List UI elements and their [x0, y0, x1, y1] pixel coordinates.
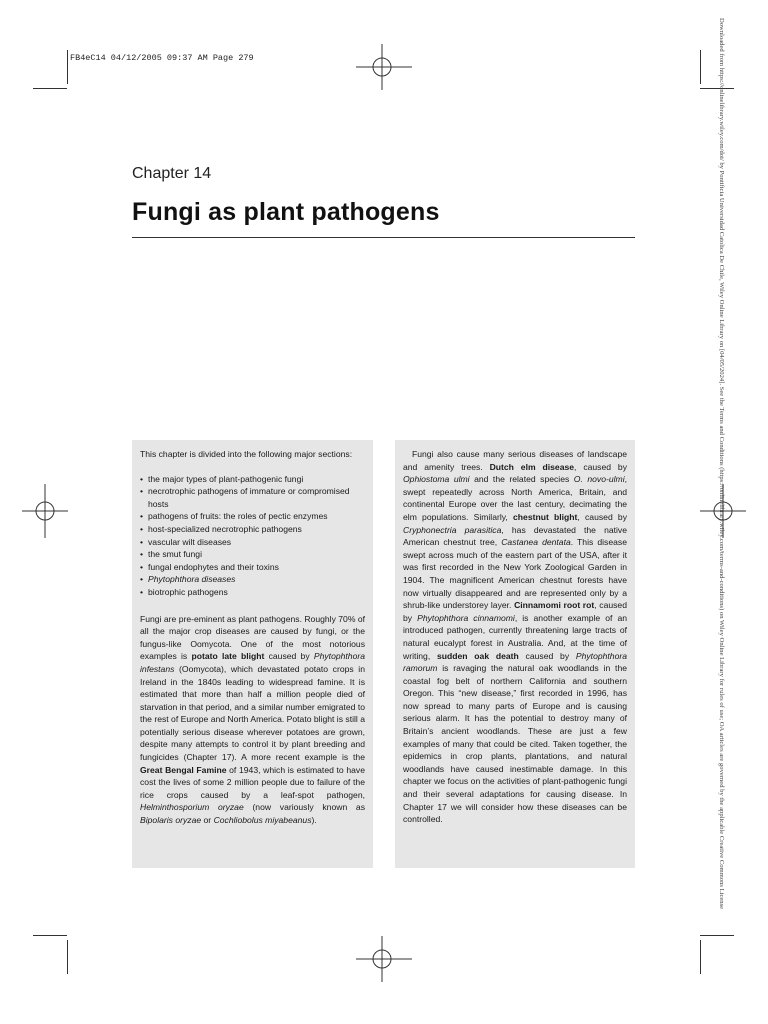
download-notice — [707, 18, 727, 1008]
list-item: • fungal endophytes and their toxins — [140, 561, 365, 574]
list-item: • vascular wilt diseases — [140, 536, 365, 549]
list-item: • necrotrophic pathogens of immature or compromised hosts — [140, 485, 365, 510]
crop-mark — [700, 940, 701, 974]
crop-mark — [33, 88, 67, 89]
sections-list — [140, 473, 365, 599]
list-item: • biotrophic pathogens — [140, 586, 365, 599]
registration-mark-icon — [22, 484, 68, 538]
crop-mark — [700, 50, 701, 84]
sections-intro: This chapter is divided into the following major sections: — [140, 449, 353, 459]
crop-mark — [67, 50, 68, 84]
list-item: • host-specialized necrotrophic pathogens — [140, 523, 365, 536]
registration-mark-icon — [356, 936, 412, 982]
list-item: • pathogens of fruits: the roles of pectic enzymes — [140, 510, 365, 523]
download-notice-text: Downloaded from https://onlinelibrary.wiley.com/doi/ by Pontificia Universidad Catolica De Chile, Wiley Online Library on [04/05/2024]. See the Terms and Conditions (https://onlinelibrary.wiley.com/terms-and-conditions) on Wiley Online Library for rules of use; OA articles are governed by the applicable Creative Commons License — [718, 18, 725, 910]
registration-mark-icon — [356, 44, 412, 90]
list-item: • Phytophthora diseases — [140, 573, 365, 586]
chapter-title: Fungi as plant pathogens — [132, 198, 440, 226]
crop-mark — [67, 940, 68, 974]
left-column — [132, 440, 373, 868]
print-slug: FB4eC14 04/12/2005 09:37 AM Page 279 — [70, 53, 254, 63]
body-paragraph: Fungi are pre-eminent as plant pathogens. Roughly 70% of all the major crop diseases are caused by fungi, or the fungus-like Oomycota. One of the most notorious examples is potato late blight caused by Phytophthora infestans (Oomycota), which devastated potato crops in Ireland in the 1840s leading to widespread famine. It is estimated that more than half a million people died of starvation in that period, and a similar number emigrated to the rest of Europe and North America. Potato blight is still a potentially serious disease wherever potatoes are grown, despite many attempts to control it by plant breeding and fungicides (Chapter 17). A more recent example is the Great Bengal Famine of 1943, which is estimated to have cost the lives of some 2 million people due to failure of the rice crops caused by a leaf-spot pathogen, Helminthosporium oryzae (now variously known as Bipolaris oryzae or Cochliobolus miyabeanus). — [140, 613, 366, 826]
list-item: • the smut fungi — [140, 548, 365, 561]
body-paragraph: Fungi also cause many serious diseases of landscape and amenity trees. Dutch elm disease, caused by Ophiostoma ulmi and the related species O. novo-ulmi, swept repeatedly across North America, Britain, and continental Europe over the last century, decimating the elm populations. Similarly, chestnut blight, caused by Cryphonectria parasitica, has devastated the native American chestnut tree, Castanea dentata. This disease swept across much of the eastern part of the USA, after it was first recorded in the New York Zoological Garden in 1904. The magnificent American chestnut forests have now virtually disappeared and are represented only by a shrub-like understorey layer. Cinnamomi root rot, caused by Phytophthora cinnamomi, is another example of an introduced pathogen, currently threatening large tracts of natural eucalypt forest in Australia. And, at the time of writing, sudden oak death caused by Phytophthora ramorum is ravaging the natural oak woodlands in the coastal fog belt of northern California and southern Oregon. This “new disease,” first recorded in 1996, has now spread to many parts of Europe and is causing serious alarm. It has the potential to destroy many of Britain’s ancient woodlands. These are just a few examples of many that could be cited. Taken together, the epidemics in crop plants, plantations, and natural woodlands have caused inestimable damage. In this chapter we focus on the activities of plant-pathogenic fungi and their several adaptations for causing disease. In Chapter 17 we will consider how these diseases can be controlled. — [403, 449, 628, 825]
crop-mark — [33, 935, 67, 936]
list-item: • the major types of plant-pathogenic fungi — [140, 473, 365, 486]
chapter-label: Chapter 14 — [132, 165, 212, 182]
right-column — [395, 440, 635, 868]
title-rule — [132, 237, 635, 238]
